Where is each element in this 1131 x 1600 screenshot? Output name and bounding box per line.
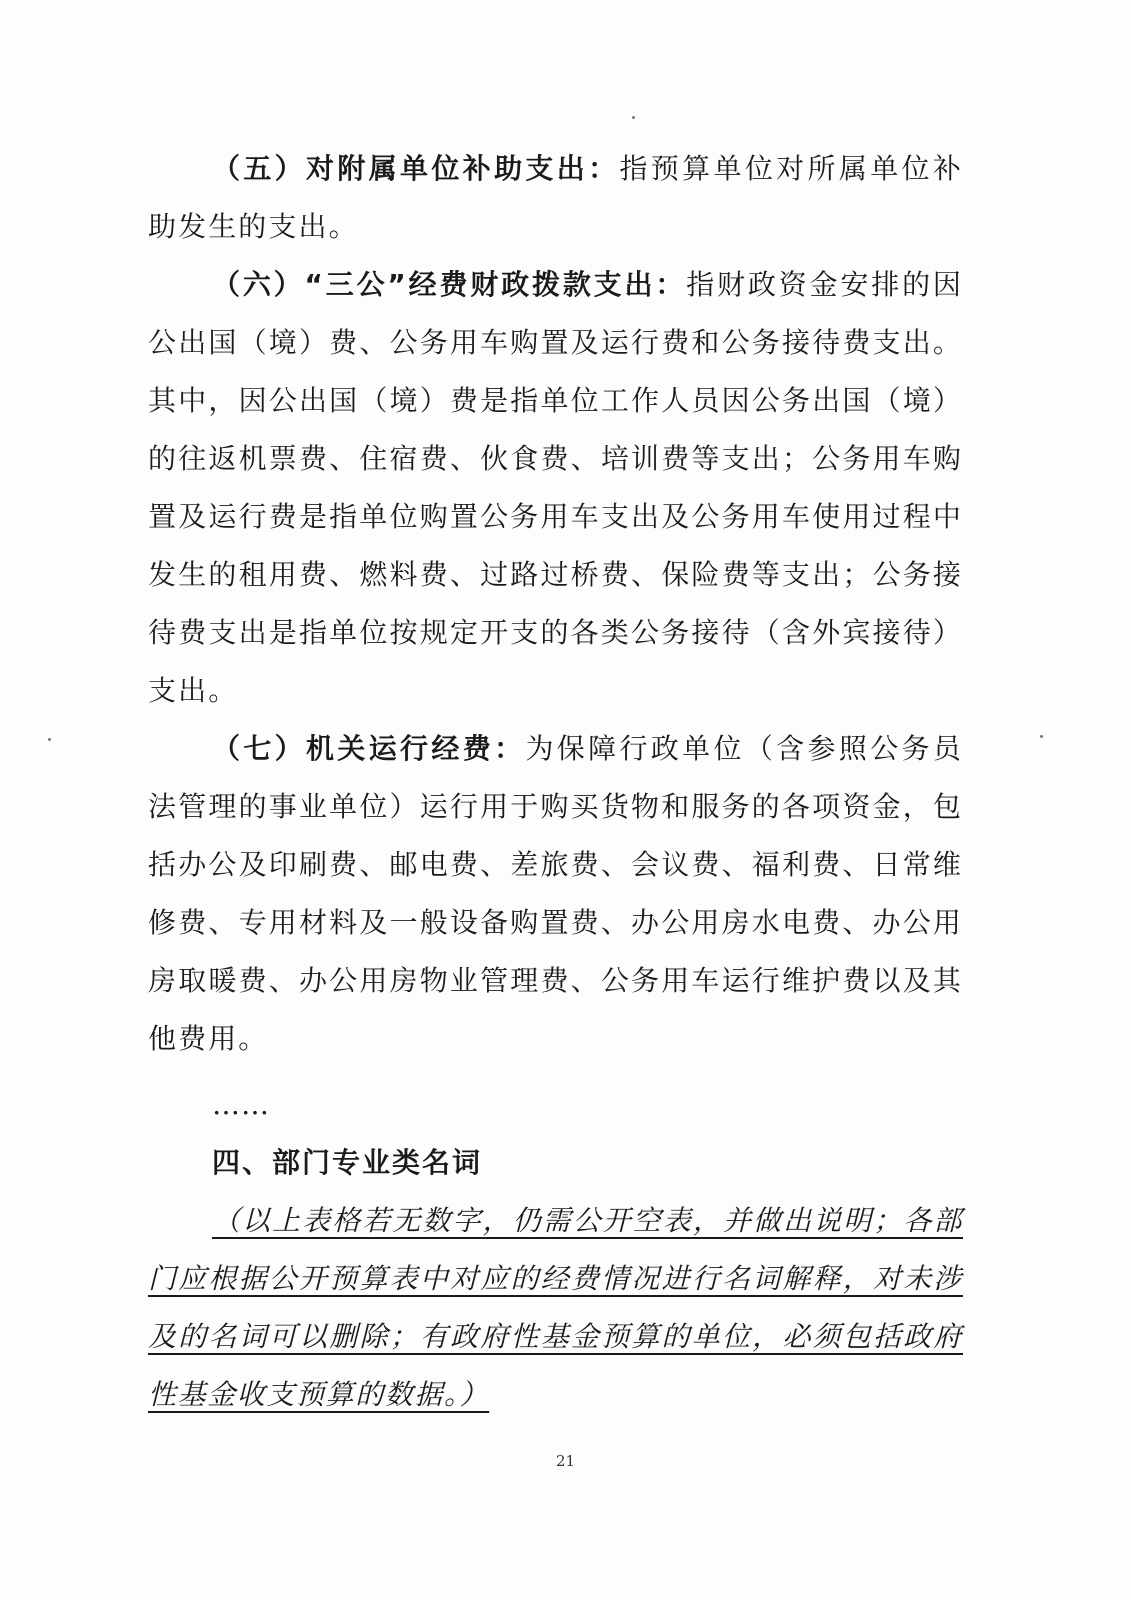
paragraph-body: 指财政资金安排的因公出国（境）费、公务用车购置及运行费和公务接待费支出。其中，因公出国（境）费是指单位工作人员因公务出国（境）的往返机票费、住宿费、伙食费、培训费等支出；公务用车购置及运行费是指单位购置公务用车支出及公务用车使用过程中发生的租用费、燃料费、过路过桥费、保险费等支出；公务接待费支出是指单位按规定开支的各类公务接待（含外宾接待）支出。 xyxy=(148,268,964,707)
paragraph-body: 为保障行政单位（含参照公务员法管理的事业单位）运行用于购买货物和服务的各项资金，包括办公及印刷费、邮电费、差旅费、会议费、福利费、日常维修费、专用材料及一般设备购置费、办公用房水电费、办公用房取暖费、办公用房物业管理费、公务用车运行维护费以及其他费用。 xyxy=(148,732,963,1055)
paragraph-heading: （五）对附属单位补助支出： xyxy=(212,152,620,185)
paragraph-agency-operating-funds xyxy=(148,720,963,1068)
paragraph-three-public-expenses xyxy=(148,256,963,720)
instruction-note: （以上表格若无数字，仍需公开空表，并做出说明；各部门应根据公开预算表中对应的经费情况进行名词解释，对未涉及的名词可以删除；有政府性基金预算的单位，必须包括政府性基金收支预算的数据。） xyxy=(148,1204,963,1411)
scan-speck xyxy=(1040,735,1043,738)
scan-speck xyxy=(48,738,51,741)
section-heading: 四、部门专业类名词 xyxy=(212,1146,483,1179)
paragraph-subsidy-to-affiliates xyxy=(148,140,963,256)
ellipsis-continuation: …… xyxy=(212,1088,270,1121)
paragraph-body: 指预算单位对所属单位补助发生的支出。 xyxy=(148,152,963,243)
paragraph-heading: （七）机关运行经费： xyxy=(212,732,526,765)
scan-speck xyxy=(632,116,635,119)
paragraph-heading: （六）“三公”经费财政拨款支出： xyxy=(212,268,687,301)
page-number: 21 xyxy=(555,1452,576,1470)
page-content xyxy=(148,140,963,1424)
